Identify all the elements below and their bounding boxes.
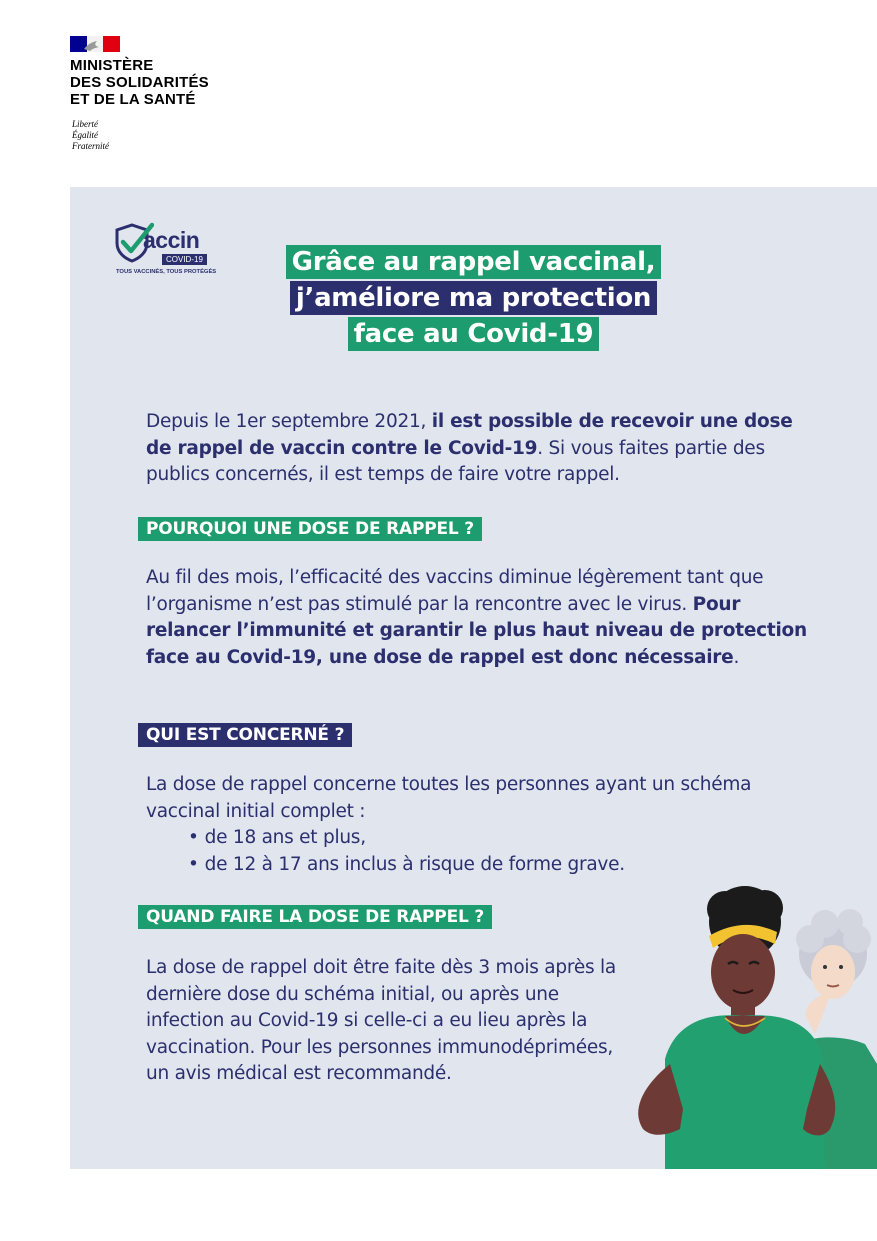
qui-bullet-list — [146, 825, 786, 878]
marianne-logo-icon — [70, 36, 120, 52]
motto-liberte: Liberté — [72, 119, 98, 129]
ministry-line-3: ET DE LA SANTÉ — [70, 91, 196, 108]
section-heading-pourquoi: POURQUOI UNE DOSE DE RAPPEL ? — [138, 517, 482, 541]
ministry-line-1: MINISTÈRE — [70, 57, 154, 74]
two-women-illustration — [625, 884, 877, 1169]
page-title — [70, 245, 877, 353]
title-line-2: j’améliore ma protection — [290, 281, 657, 315]
qui-bullet-item: • de 18 ans et plus, — [188, 825, 786, 852]
section-heading-quand: QUAND FAIRE LA DOSE DE RAPPEL ? — [138, 905, 492, 929]
section-text-pourquoi — [146, 565, 811, 671]
section-heading-qui: QUI EST CONCERNÉ ? — [138, 723, 352, 747]
pourquoi-text-end: . — [733, 646, 740, 668]
title-line-1: Grâce au rappel vaccinal, — [286, 245, 662, 279]
motto-egalite: Égalité — [72, 130, 98, 140]
intro-text-start: Depuis le 1er septembre 2021, — [146, 411, 432, 432]
qui-bullet-item: • de 12 à 17 ans inclus à risque de forme grave. — [188, 852, 786, 879]
pourquoi-text-bold: Pour relancer l’immunité et garantir le plus haut niveau de protection face au Covid-19, une dose de rappel est donc nécessaire — [146, 593, 807, 668]
motto-fraternite: Fraternité — [72, 141, 109, 151]
ministry-line-2: DES SOLIDARITÉS — [70, 74, 209, 91]
section-text-qui — [146, 772, 786, 878]
content-panel — [70, 187, 877, 1169]
title-line-3: face au Covid-19 — [348, 317, 600, 351]
intro-text-bold: il est possible de recevoir une dose de rappel de vaccin contre le Covid-19 — [146, 411, 793, 459]
intro-paragraph — [146, 409, 806, 489]
pourquoi-text: Au fil des mois, l’efficacité des vaccins diminue légèrement tant que l’organisme n’est pas stimulé par la rencontre avec le virus. — [146, 567, 764, 615]
logo-badge: COVID-19 — [162, 254, 207, 265]
section-text-quand: La dose de rappel doit être faite dès 3 mois après la dernière dose du schéma initial, ou après une infection au Covid-19 si celle-ci a eu lieu après la vaccination. Pour les personnes immunodéprimées, un avis médical est recommandé. — [146, 957, 616, 1084]
republic-motto — [72, 119, 109, 152]
qui-text: La dose de rappel concerne toutes les personnes ayant un schéma vaccinal initial complet : — [146, 774, 752, 822]
ministry-name — [70, 57, 209, 108]
intro-text-end: . Si vous faites partie des publics concernés, il est temps de faire votre rappel. — [146, 437, 765, 485]
logo-tagline: TOUS VACCINÉS, TOUS PROTÉGÉS — [116, 269, 217, 275]
logo-word: accin — [143, 227, 200, 253]
